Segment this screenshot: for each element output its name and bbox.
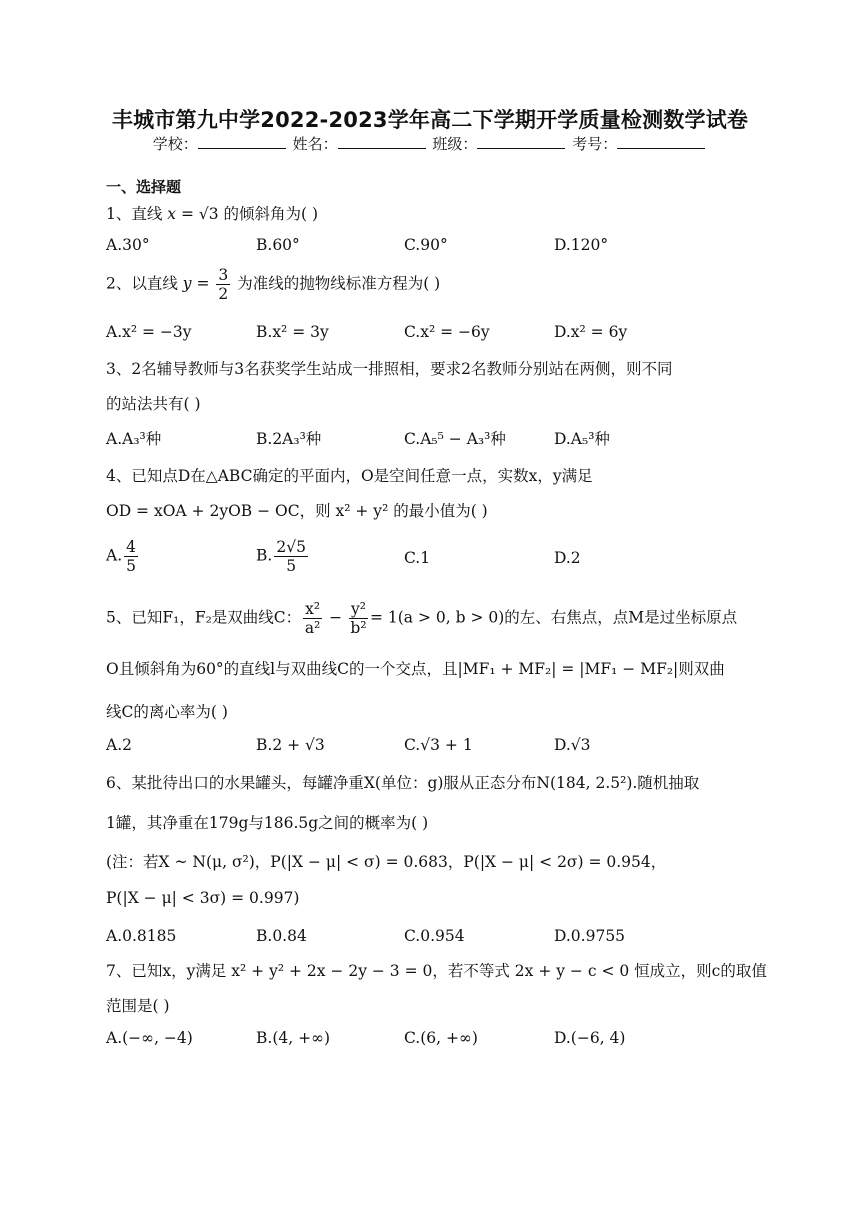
q1-var: x: [167, 205, 177, 223]
question-5-stem-line-3: 线C的离心率为( ): [106, 703, 228, 721]
q4-option-d: D.2: [554, 549, 581, 567]
section-heading: 一、选择题: [106, 178, 182, 196]
q6-option-b: B.0.84: [256, 927, 307, 945]
q2-text-b: 为准线的抛物线标准方程为( ): [232, 274, 441, 293]
q2-text-a: 2、以直线: [106, 274, 183, 293]
q1-option-d: D.120°: [554, 236, 609, 254]
q1-option-c: C.90°: [404, 236, 448, 254]
q7-option-d: D.(−6, 4): [554, 1029, 626, 1047]
question-2-stem: 2、以直线 y = $\frac{3}{2}$ 为准线的抛物线标准方程为( ): [106, 266, 441, 303]
q5-option-a: A.2: [106, 736, 132, 754]
question-6-stem-line-1: 6、某批待出口的水果罐头，每罐净重X(单位：g)服从正态分布N(184, 2.5²).随机抽取: [106, 774, 700, 792]
q2-option-a: A.x² = −3y: [106, 323, 192, 341]
q4-option-c: C.1: [404, 549, 431, 567]
q7-option-c: C.(6, +∞): [404, 1029, 478, 1047]
exam-no-label: 考号：: [572, 135, 618, 153]
q1-option-a: A.30°: [106, 236, 150, 254]
question-1-stem: [106, 202, 760, 224]
q6-option-d: D.0.9755: [554, 927, 626, 945]
q7-option-b: B.(4, +∞): [256, 1029, 331, 1047]
q3-option-c: C.A₅⁵ − A₃³种: [404, 430, 506, 448]
q6-option-c: C.0.954: [404, 927, 465, 945]
q3-option-d: D.A₅³种: [554, 430, 610, 448]
question-4-stem-line-2: OD = xOA + 2yOB − OC，则 x² + y² 的最小值为( ): [106, 502, 488, 520]
q1-text-b: = √3 的倾斜角为( ): [176, 205, 319, 223]
question-6-stem-line-2: 1罐，其净重在179g与186.5g之间的概率为( ): [106, 814, 429, 832]
exam-no-blank: [617, 134, 705, 149]
school-label: 学校：: [152, 135, 198, 153]
question-7-stem-line-1: 7、已知x，y满足 x² + y² + 2x − 2y − 3 = 0，若不等式 2x + y − c < 0 恒成立，则c的取值: [106, 962, 767, 980]
q1-option-b: B.60°: [256, 236, 300, 254]
q4-option-a: A. $\frac{4}{5}$: [106, 538, 136, 575]
school-blank: [198, 134, 286, 149]
q7-option-a: A.(−∞, −4): [106, 1029, 193, 1047]
class-label: 班级：: [432, 135, 478, 153]
question-6-note-line-1: (注：若X ~ N(μ, σ²)，P(|X − μ| < σ) = 0.683，P(|X − μ| < 2σ) = 0.954，: [106, 853, 667, 871]
question-3-stem-line-1: 3、2名辅导教师与3名获奖学生站成一排照相，要求2名教师分别站在两侧，则不同: [106, 360, 673, 378]
q5-option-c: C.√3 + 1: [404, 736, 473, 754]
q3-option-a: A.A₃³种: [106, 430, 162, 448]
q2-option-d: D.x² = 6y: [554, 323, 628, 341]
name-blank: [338, 134, 426, 149]
question-6-note-line-2: P(|X − μ| < 3σ) = 0.997): [106, 889, 300, 907]
name-label: 姓名：: [292, 135, 338, 153]
question-4-stem-line-1: 4、已知点D在△ABC确定的平面内，O是空间任意一点，实数x，y满足: [106, 467, 593, 485]
question-5-stem-line-1: 5、已知F₁，F₂是双曲线C： $\frac{\text{x²}}{\text{a²}}$ − $\frac{\text{y²}}{\text{b²}}$ = 1(a > 0, b > 0)的左、右焦点，点M是过坐标原点: [106, 600, 738, 637]
question-3-stem-line-2: 的站法共有( ): [106, 395, 201, 413]
q5-option-d: D.√3: [554, 736, 591, 754]
q3-option-b: B.2A₃³种: [256, 430, 322, 448]
question-5-stem-line-2: O且倾斜角为60°的直线l与双曲线C的一个交点，且|MF₁ + MF₂| = |MF₁ − MF₂|则双曲: [106, 660, 725, 678]
q4-option-b: B. $\frac{2√5}{5}$: [256, 538, 306, 575]
exam-title: 丰城市第九中学2022-2023学年高二下学期开学质量检测数学试卷: [111, 108, 749, 132]
q2-option-c: C.x² = −6y: [404, 323, 490, 341]
q5-option-b: B.2 + √3: [256, 736, 325, 754]
student-info-line: [0, 133, 860, 154]
q1-text-a: 1、直线: [106, 205, 168, 223]
q2-option-b: B.x² = 3y: [256, 323, 329, 341]
question-7-stem-line-2: 范围是( ): [106, 997, 170, 1015]
q2-fraction: $\frac{3}{2}$: [218, 266, 229, 303]
class-blank: [477, 134, 565, 149]
q6-option-a: A.0.8185: [106, 927, 177, 945]
